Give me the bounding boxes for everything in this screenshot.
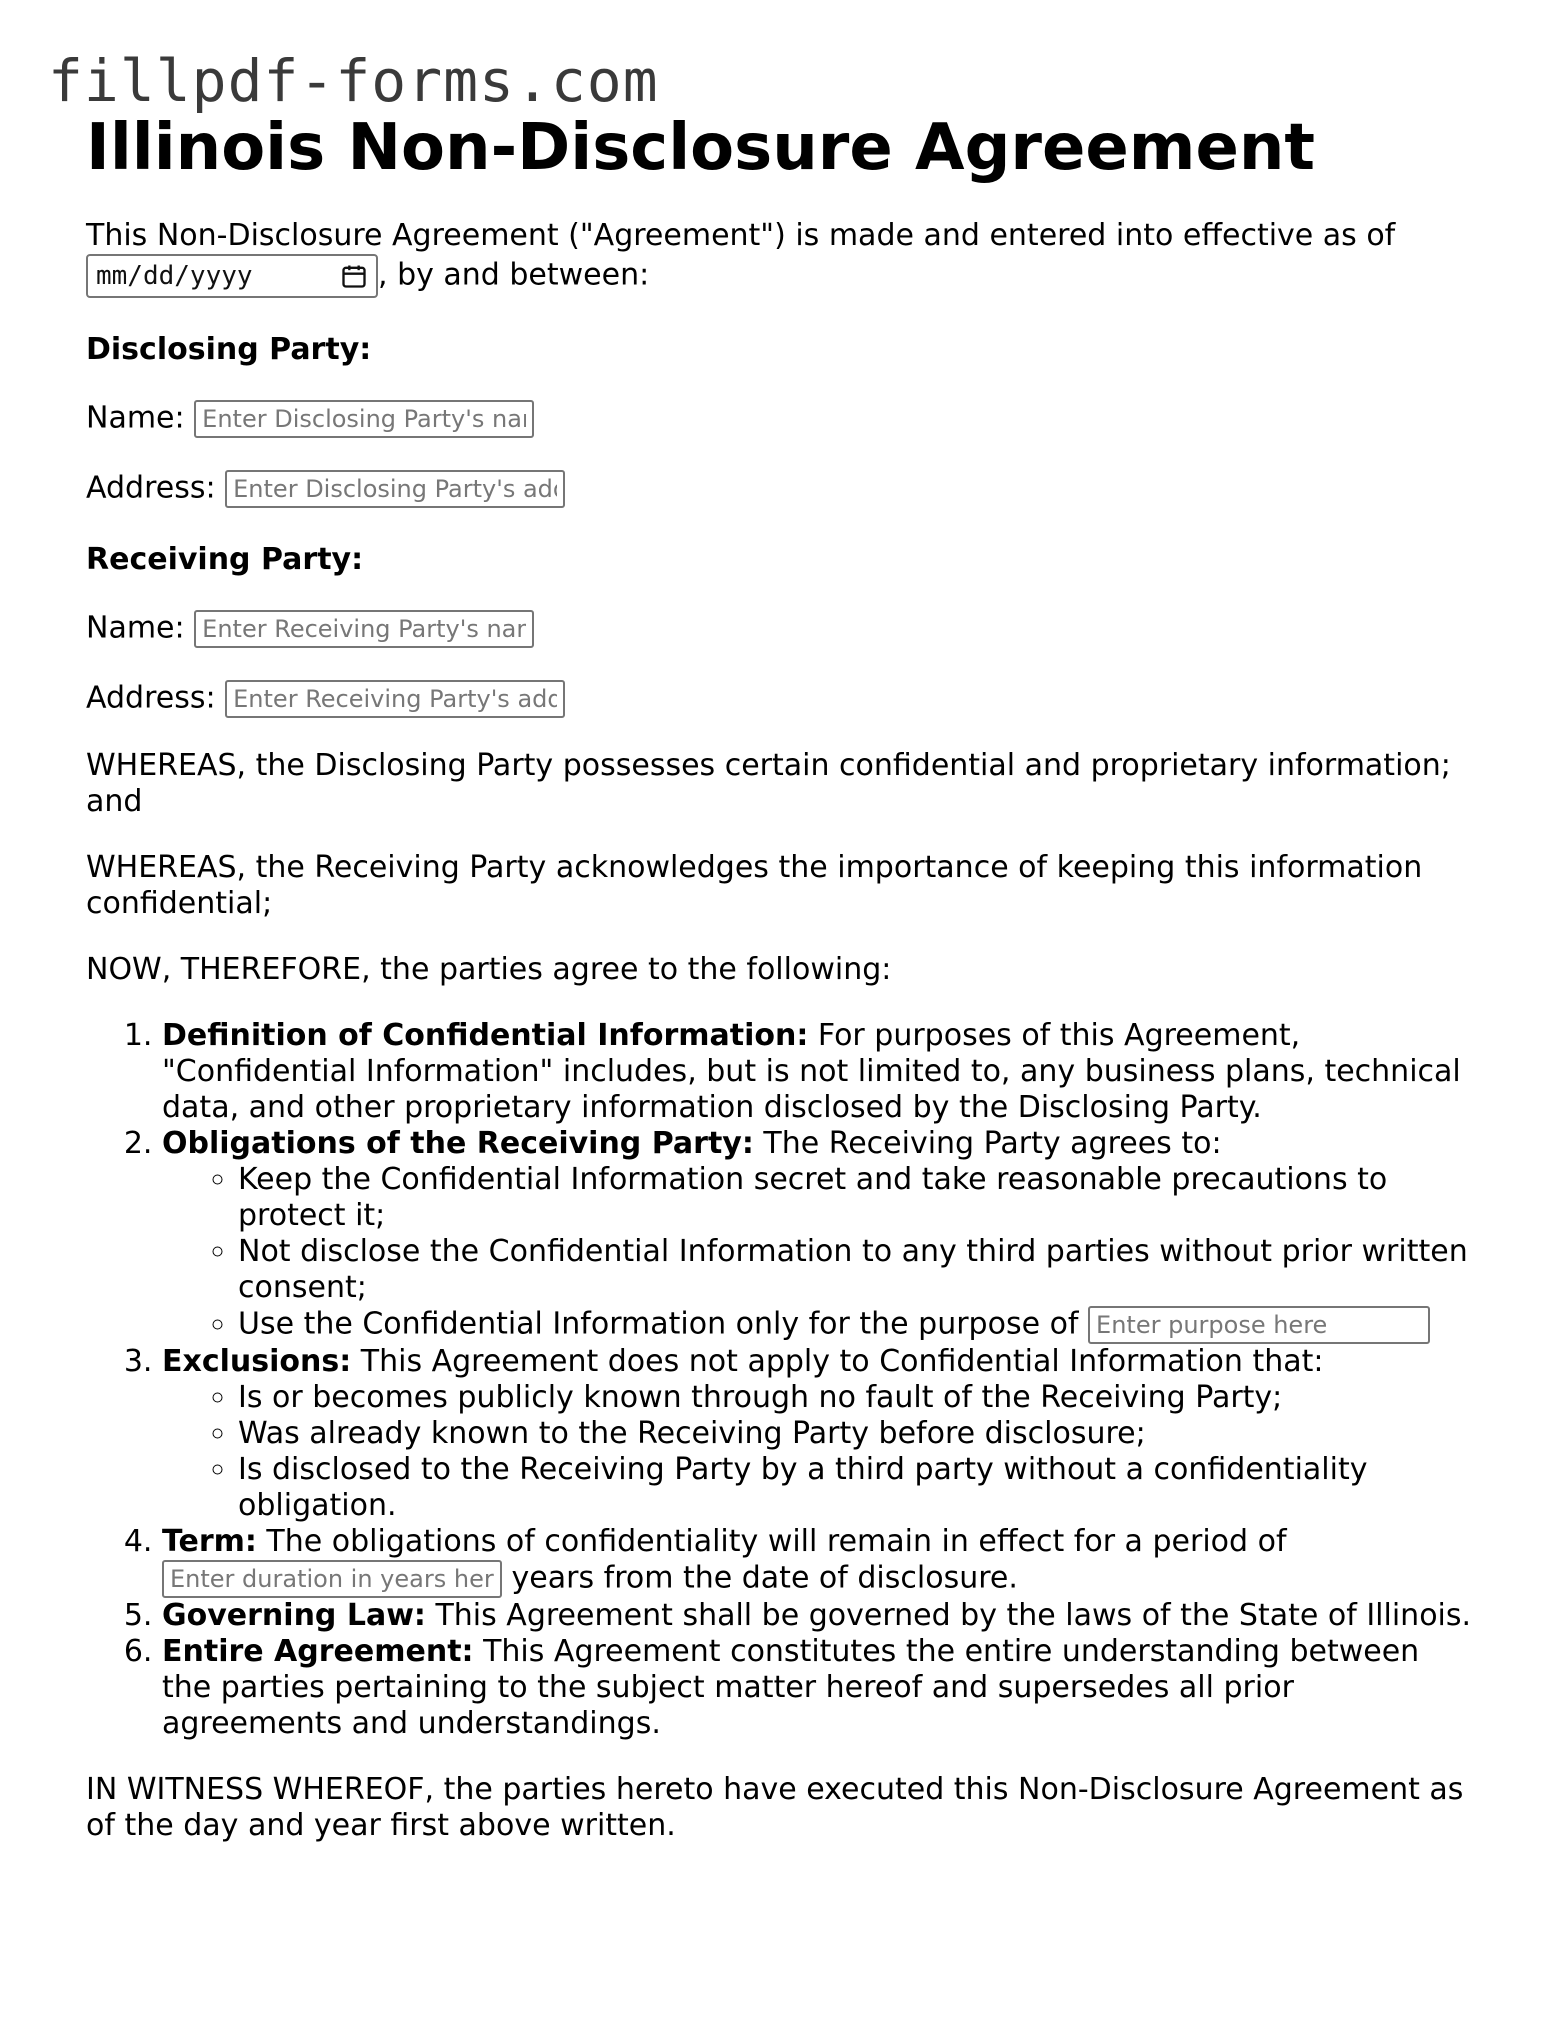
receiving-address-row (86, 680, 1476, 718)
disclosing-name-row (86, 400, 1476, 438)
section-title: Obligations of the Receiving Party: (162, 1126, 754, 1161)
disclosing-address-row (86, 470, 1476, 508)
section-title: Definition of Confidential Information: (162, 1018, 809, 1053)
section-text: This Agreement shall be governed by the laws of the State of Illinois. (425, 1598, 1472, 1633)
section-text: The Receiving Party agrees to: (753, 1126, 1222, 1161)
section-text: This Agreement does not apply to Confidential Information that: (351, 1344, 1324, 1379)
list-item: ◦ Was already known to the Receiving Party before disclosure; (238, 1416, 1476, 1452)
intro-paragraph (86, 218, 1476, 298)
section-text: The obligations of confidentiality will remain in effect for a period of (256, 1524, 1287, 1559)
disclosing-heading: Disclosing Party: (86, 332, 372, 367)
list-item (238, 1306, 1476, 1344)
receiving-address-input[interactable] (225, 680, 565, 718)
whereas-receiving: WHEREAS, the Receiving Party acknowledges the importance of keeping this information confidential; (86, 850, 1423, 921)
term-years-input[interactable] (162, 1560, 502, 1598)
exclusions-list (162, 1380, 1476, 1524)
intro-text: This Non-Disclosure Agreement ("Agreement") is made and entered into effective as of (86, 218, 1396, 253)
receiving-name-input[interactable] (194, 610, 534, 648)
section-entire-agreement (162, 1634, 1476, 1742)
page-title: Illinois Non-Disclosure Agreement (86, 111, 1315, 185)
section-governing-law (162, 1598, 1476, 1634)
effective-date-input[interactable] (86, 254, 378, 298)
terms-list (86, 1018, 1476, 1742)
purpose-text: Use the Confidential Information only for the purpose of (238, 1306, 1079, 1342)
receiving-heading: Receiving Party: (86, 542, 364, 577)
section-title: Entire Agreement: (162, 1634, 474, 1669)
witness-paragraph: IN WITNESS WHEREOF, the parties hereto have executed this Non-Disclosure Agreement as of the day and year first above written. (86, 1772, 1464, 1843)
section-definition (162, 1018, 1476, 1126)
section-title: Exclusions: (162, 1344, 352, 1379)
section-exclusions (162, 1344, 1476, 1524)
date-placeholder: mm/dd/yyyy (96, 261, 253, 291)
list-item: ◦ Is or becomes publicly known through no fault of the Receiving Party; (238, 1380, 1476, 1416)
section-term (162, 1524, 1476, 1598)
disclosing-name-input[interactable] (194, 400, 534, 438)
disclosing-address-input[interactable] (225, 470, 565, 508)
section-title: Term: (162, 1524, 257, 1559)
section-title: Governing Law: (162, 1598, 426, 1633)
list-item: ◦ Keep the Confidential Information secret and take reasonable precautions to protect it; (238, 1162, 1476, 1234)
disclosing-name-label: Name: (86, 400, 185, 436)
disclosing-address-label: Address: (86, 470, 216, 506)
document-body (86, 108, 1476, 1844)
obligations-list (162, 1162, 1476, 1344)
receiving-address-label: Address: (86, 680, 216, 716)
whereas-disclosing: WHEREAS, the Disclosing Party possesses certain confidential and proprietary information; and (86, 748, 1451, 819)
list-item: ◦ Not disclose the Confidential Information to any third parties without prior written consent; (238, 1234, 1476, 1306)
now-therefore: NOW, THEREFORE, the parties agree to the following: (86, 952, 892, 987)
calendar-icon[interactable] (340, 262, 368, 290)
receiving-name-row (86, 610, 1476, 648)
list-item: ◦ Is disclosed to the Receiving Party by a third party without a confidentiality obligation. (238, 1452, 1476, 1524)
section-text: This Agreement constitutes the entire understanding between the parties pertaining to the subject matter hereof and supersedes all prior agreements and understandings. (162, 1634, 1420, 1741)
section-obligations (162, 1126, 1476, 1344)
purpose-input[interactable] (1088, 1306, 1430, 1344)
term-suffix: years from the date of disclosure. (502, 1560, 1018, 1596)
receiving-name-label: Name: (86, 610, 185, 646)
section-text: For purposes of this Agreement, "Confidential Information" includes, but is not limited to, any business plans, technical data, and other proprietary information disclosed by the Disclosing Party. (162, 1018, 1461, 1125)
intro-suffix: , by and between: (378, 257, 650, 293)
watermark: fillpdf-forms.com (48, 47, 659, 115)
